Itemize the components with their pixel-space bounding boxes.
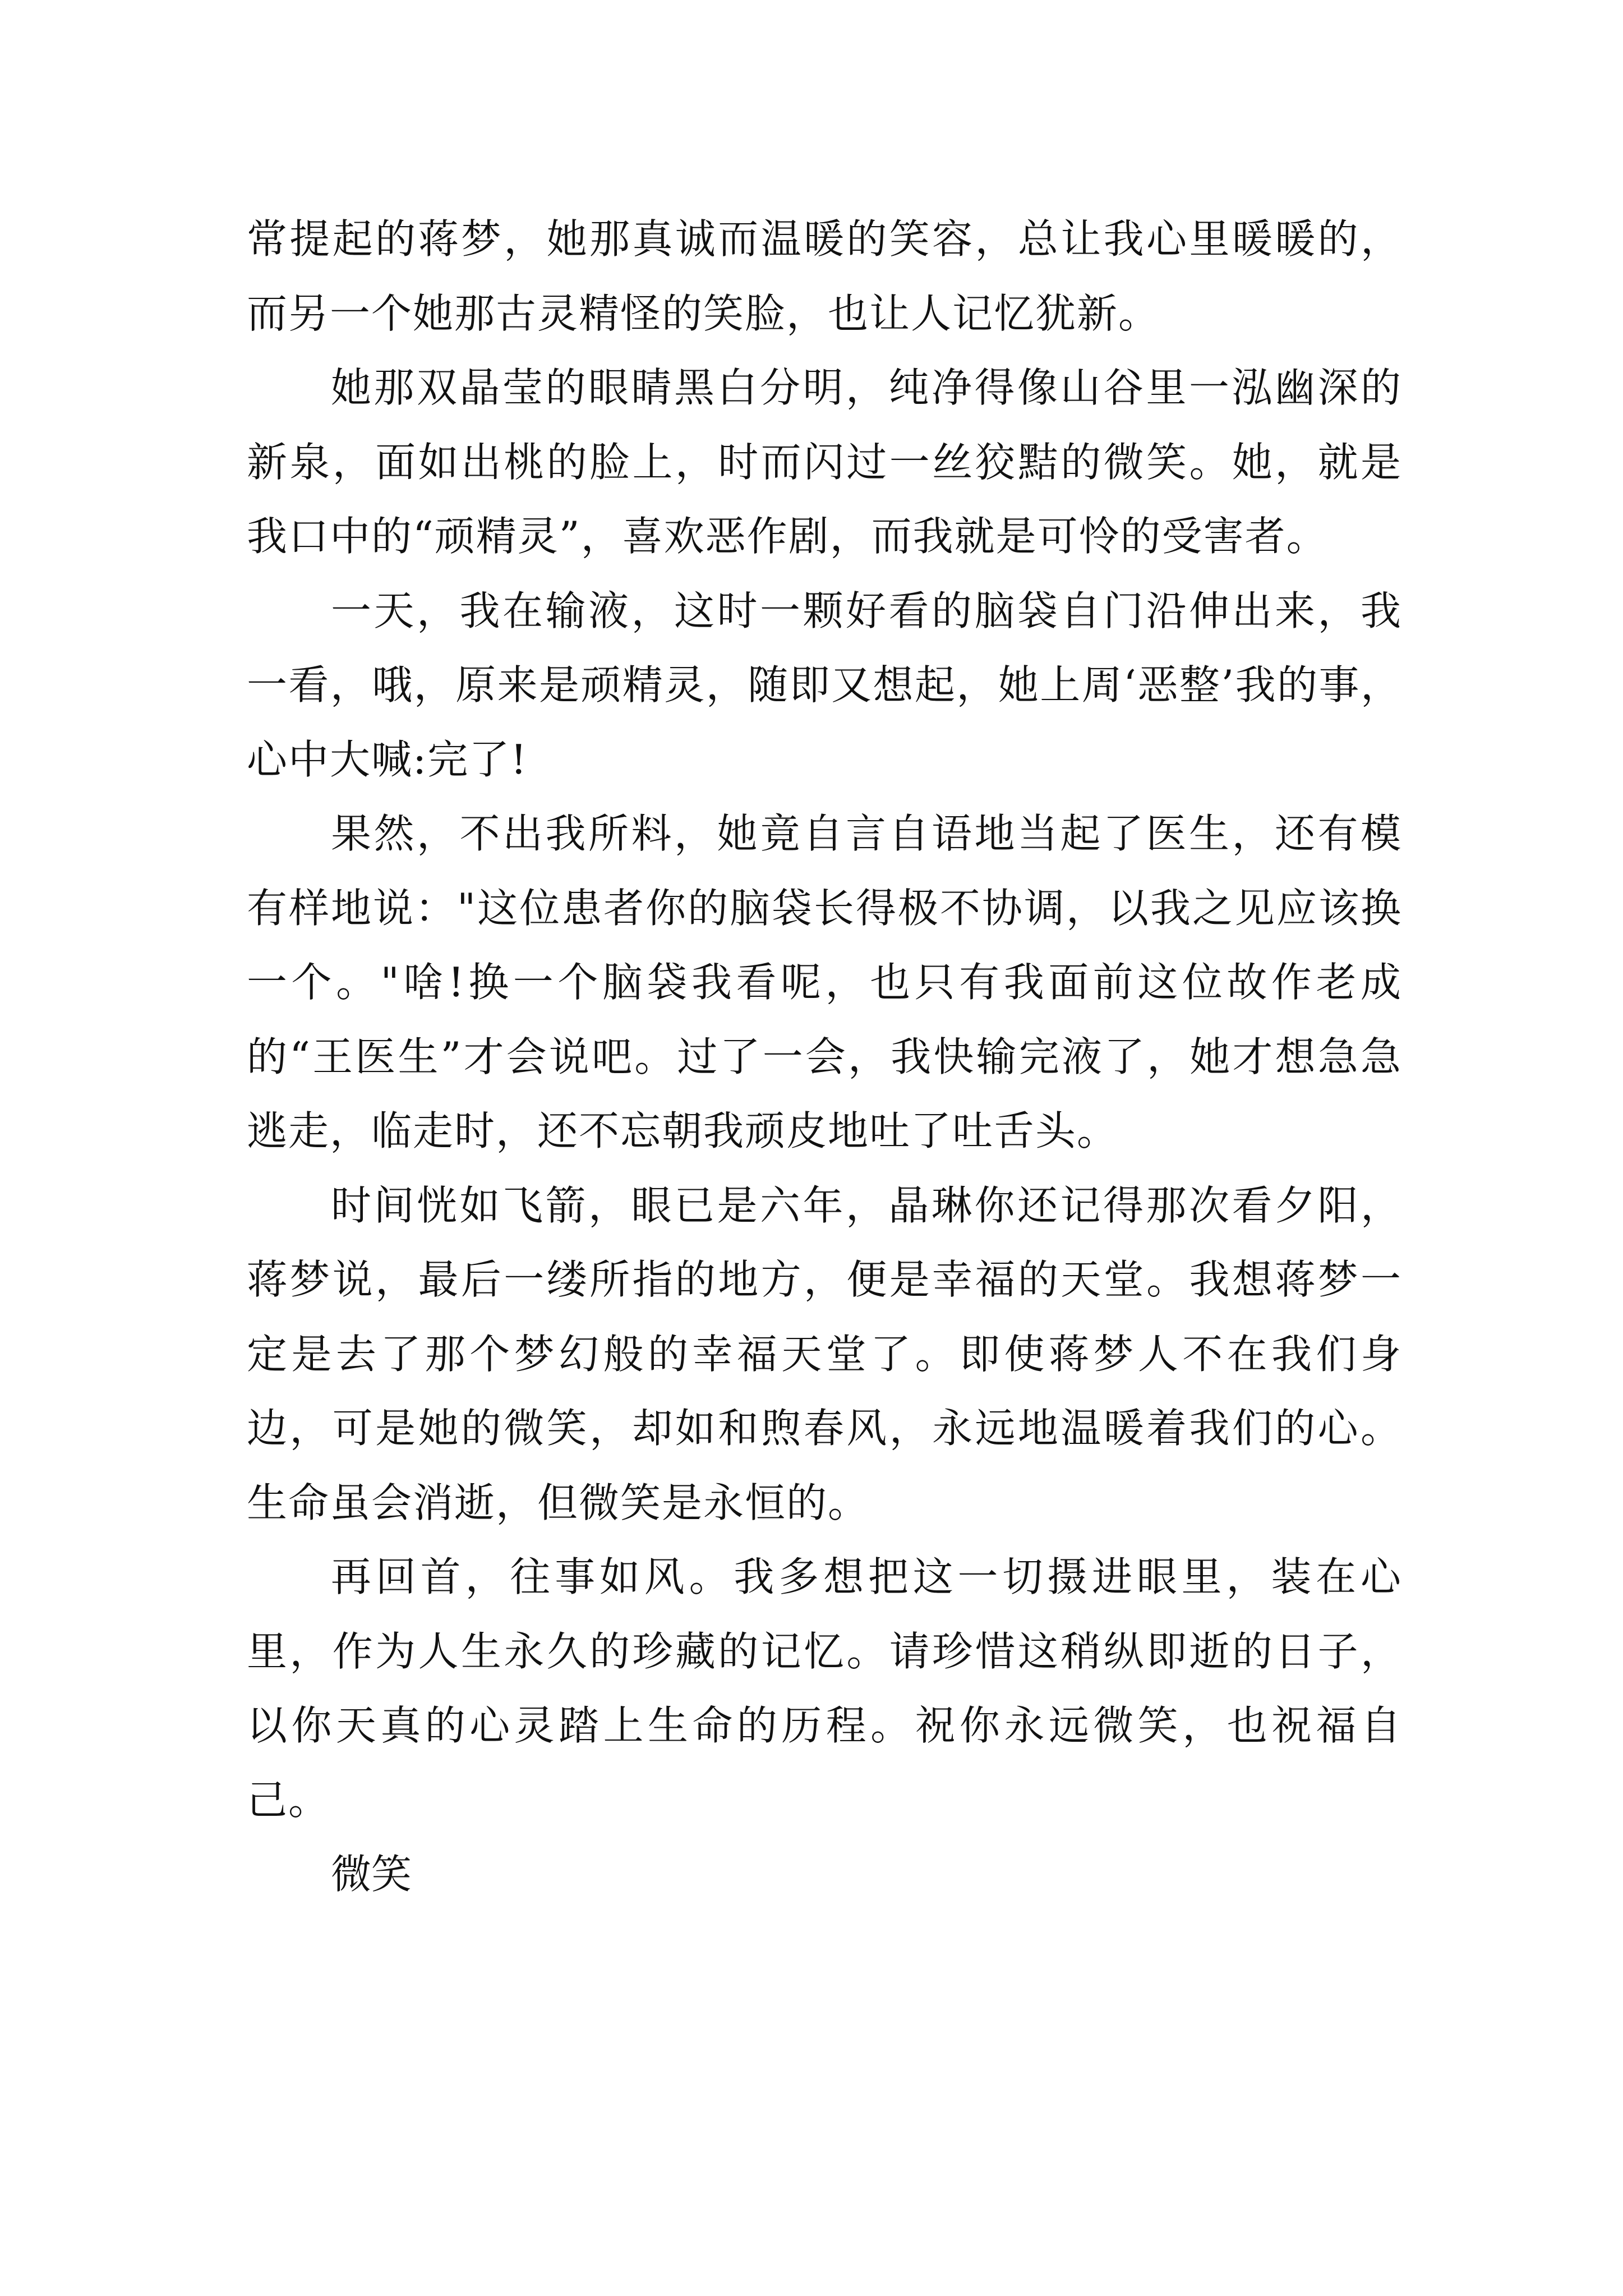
paragraph-6: 再回首，往事如风。我多想把这一切摄进眼里，装在心里，作为人生永久的珍藏的记忆。请珍惜这稍纵即逝的日子，以你天真的心灵踏上生命的历程。祝你永远微笑，也祝福自己。 [247,1553,1402,1824]
paragraph-5: 时间恍如飞箭，眼已是六年，晶琳你还记得那次看夕阳，蒋梦说，最后一缕所指的地方，便是幸福的天堂。我想蒋梦一定是去了那个梦幻般的幸福天堂了。即使蒋梦人不在我们身边，可是她的微笑，却如和煦春风，永远地温暖着我们的心。生命虽会消逝，但微笑是永恒的。 [247,1181,1402,1526]
signature-line: 微笑 [331,1851,412,1898]
paragraph-3: 一天，我在输液，这时一颗好看的脑袋自门沿伸出来，我一看，哦，原来是顽精灵，随即又想起，她上周‘恶整’我的事，心中大喊:完了! [247,587,1402,783]
article-body [247,202,1402,1912]
paragraph-2: 她那双晶莹的眼睛黑白分明，纯净得像山谷里一泓幽深的新泉，面如出桃的脸上，时而闪过一丝狡黠的微笑。她，就是我口中的“顽精灵”，喜欢恶作剧，而我就是可怜的受害者。 [247,364,1402,560]
paragraph-4: 果然，不出我所料，她竟自言自语地当起了医生，还有模有样地说："这位患者你的脑袋长得极不协调，以我之见应该换一个。"啥!换一个脑袋我看呢，也只有我面前这位故作老成的“王医生”才会说吧。过了一会，我快输完液了，她才想急急逃走，临走时，还不忘朝我顽皮地吐了吐舌头。 [247,810,1402,1154]
paragraph-1: 常提起的蒋梦，她那真诚而温暖的笑容，总让我心里暖暖的，而另一个她那古灵精怪的笑脸，也让人记忆犹新。 [247,215,1402,337]
